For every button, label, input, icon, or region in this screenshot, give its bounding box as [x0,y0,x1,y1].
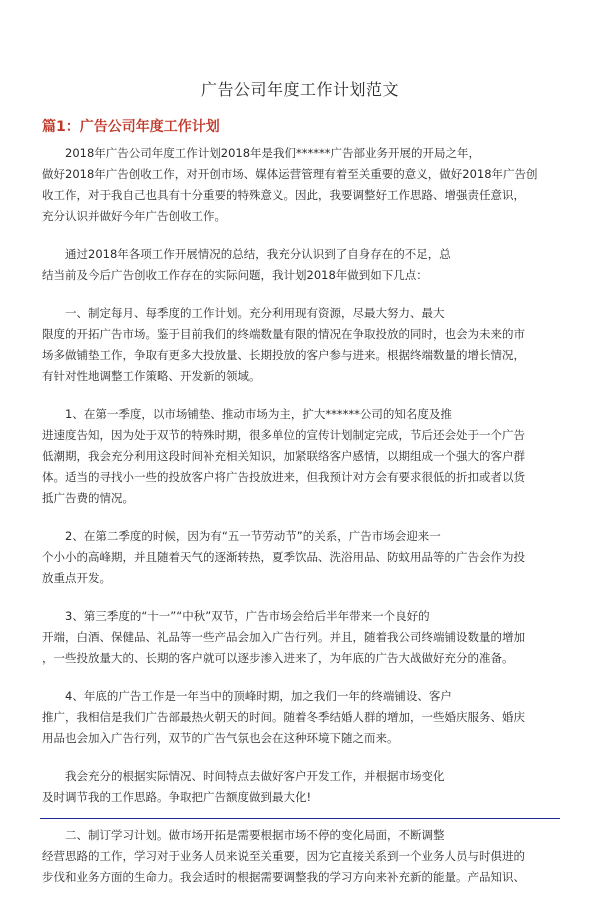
paragraph-line: 二、制订学习计划。做市场开拓是需要根据市场不停的变化局面，不断调整 [65,828,445,842]
paragraph-line: 一、制定每月、每季度的工作计划。充分利用现有资源，尽最大努力、最大 [65,306,445,320]
paragraph-line: 1、在第一季度，以市场铺垫、推动市场为主，扩大******公司的知名度及推 [65,407,452,421]
paragraph [42,303,562,387]
paragraph-line: 个小小的高峰期，并且随着天气的逐渐转热，夏季饮品、洗浴用品、防蚊用品等的广告会作为投 [42,550,525,564]
paragraph-line: 做好2018年广告创收工作，对开创市场、媒体运营管理有着至关重要的意义，做好2018年广告创 [42,167,538,181]
paragraph-line: 我会充分的根据实际情况、时间特点去做好客户开发工作，并根据市场变化 [65,769,445,783]
paragraph-line: 2018年广告公司年度工作计划2018年是我们******广告部业务开展的开局之年， [65,146,481,160]
paragraph-line: 推广，我相信是我们广告部最热火朝天的时间。随着冬季结婚人群的增加，一些婚庆服务、婚庆 [42,710,525,724]
document-body [42,143,562,905]
paragraph [42,606,562,669]
paragraph-line: 收工作，对于我自己也具有十分重要的特殊意义。因此，我要调整好工作思路、增强责任意识， [42,188,525,202]
paragraph-line: 充分认识并做好今年广告创收工作。 [42,209,226,223]
paragraph-line: ，一些投放量大的、长期的客户就可以逐步渗入进来了，为年底的广告大战做好充分的准备。 [42,651,514,665]
paragraph-line: 4、年底的广告工作是一年当中的顶峰时期，加之我们一年的终端铺设、客户 [65,689,452,703]
paragraph-line: 经营思路的工作，学习对于业务人员来说至关重要，因为它直接关系到一个业务人员与时俱进的 [42,849,525,863]
paragraph-line: 步伐和业务方面的生命力。我会适时的根据需要调整我的学习方向来补充新的能量。产品知识、 [42,870,525,884]
paragraph [42,526,562,589]
paragraph-line: 放重点开发。 [42,571,111,585]
paragraph [42,766,562,808]
paragraph-line: 体。适当的寻找小一些的投放客户将广告投放进来，但我预计对方会有要求很低的折扣或者以货 [42,470,525,484]
paragraph [42,143,562,227]
paragraph-line: 用品也会加入广告行列，双节的广告气氛也会在这种环境下随之而来。 [42,731,399,745]
paragraph [42,825,562,888]
paragraph [42,404,562,509]
paragraph-line: 结当前及今后广告创收工作存在的实际问题，我计划2018年做到如下几点： [42,268,428,282]
paragraph-line: 限度的开拓广告市场。鉴于目前我们的终端数量有限的情况在争取投放的同时，也会为未来的市 [42,327,525,341]
paragraph-line: 场多做铺垫工作，争取有更多大投放量、长期投放的客户参与进来。根据终端数量的增长情况， [42,348,525,362]
paragraph [42,686,562,749]
paragraph-line: 低潮期，我会充分利用这段时间补充相关知识，加紧联络客户感情，以期组成一个强大的客户群 [42,449,525,463]
section-heading: 篇1：广告公司年度工作计划 [42,119,220,135]
paragraph-line: 进速度告知，因为处于双节的特殊时期，很多单位的宣传计划制定完成，节后还会处于一个广告 [42,428,525,442]
bottom-divider [40,818,560,819]
paragraph-line: 2、在第二季度的时候，因为有“五一节劳动节”的关系，广告市场会迎来一 [65,529,441,543]
paragraph-line: 3、第三季度的“十一”“中秋”双节，广告市场会给后半年带来一个良好的 [65,609,430,623]
paragraph-line: 通过2018年各项工作开展情况的总结，我充分认识到了自身存在的不足，总 [65,247,451,261]
paragraph-line: 及时调节我的工作思路。争取把广告额度做到最大化! [42,790,312,804]
paragraph [42,244,562,286]
document-title: 广告公司年度工作计划范文 [200,80,399,99]
paragraph-line: 有针对性地调整工作策略、开发新的领域。 [42,369,261,383]
paragraph-line: 抵广告费的情况。 [42,491,134,505]
paragraph-line: 开端，白酒、保健品、礼品等一些产品会加入广告行列。并且，随着我公司终端铺设数量的增加 [42,630,525,644]
